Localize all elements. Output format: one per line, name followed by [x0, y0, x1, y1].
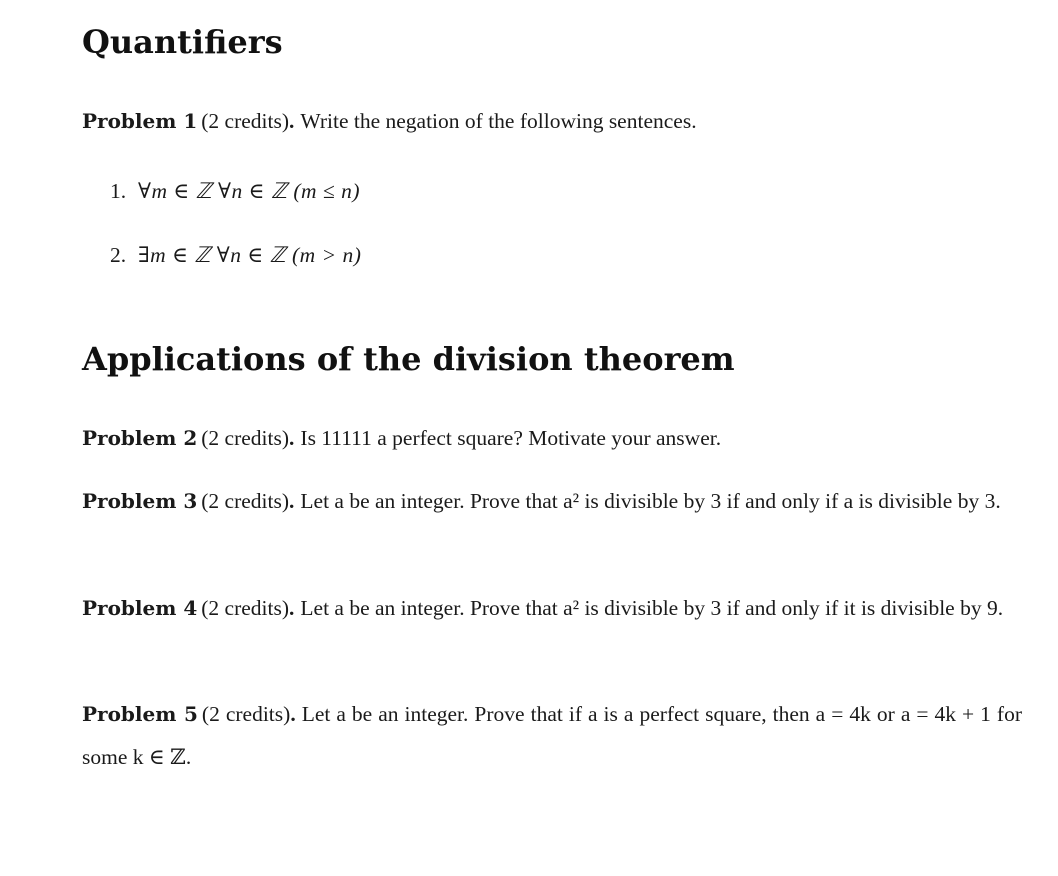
- problem-1: Problem 1 (2 credits). Write the negation of the following sentences.: [82, 109, 697, 133]
- list-item-formula: ∃m ∈ ℤ ∀n ∈ ℤ (m > n): [138, 243, 362, 267]
- problem-credits: (2 credits): [201, 596, 290, 620]
- problem-label: Problem 4: [82, 596, 198, 620]
- problem-5: Problem 5 (2 credits). Let a be an integer. Prove that if a is a perfect square, then a = 4k or a = 4k + 1 for some k ∈ ℤ.: [82, 702, 1022, 769]
- problem-text: Write the negation of the following sentences.: [300, 109, 697, 133]
- problem-2: Problem 2 (2 credits). Is 11111 a perfect square? Motivate your answer.: [82, 426, 722, 450]
- problem-label: Problem 3: [82, 489, 198, 513]
- problem-label: Problem 1: [82, 109, 198, 133]
- list-item-number: 1.: [110, 179, 127, 203]
- problem-label: Problem 2: [82, 426, 198, 450]
- problem-text: Let a be an integer. Prove that if a is a perfect square, then a = 4k or a = 4k + 1 for some k ∈ ℤ.: [82, 702, 1022, 769]
- list-item-number: 2.: [110, 243, 127, 267]
- list-item-formula: ∀m ∈ ℤ ∀n ∈ ℤ (m ≤ n): [138, 179, 360, 203]
- problem-credits: (2 credits): [201, 489, 290, 513]
- section-title-quantifiers: Quantifiers: [82, 23, 283, 61]
- problem-text: Let a be an integer. Prove that a² is divisible by 3 if and only if a is divisible by 3.: [300, 489, 1001, 513]
- problem-credits: (2 credits): [201, 109, 290, 133]
- section-title-division-theorem: Applications of the division theorem: [82, 340, 735, 378]
- list-item: [110, 176, 360, 206]
- problem-3: Problem 3 (2 credits). Let a be an integer. Prove that a² is divisible by 3 if and only if a is divisible by 3.: [82, 489, 1001, 513]
- problem-label: Problem 5: [82, 702, 198, 726]
- problem-credits: (2 credits): [201, 702, 291, 726]
- list-item: [110, 240, 361, 270]
- problem-credits: (2 credits): [201, 426, 290, 450]
- problem-text: Is 11111 a perfect square? Motivate your answer.: [300, 426, 722, 450]
- problem-text: Let a be an integer. Prove that a² is divisible by 3 if and only if it is divisible by 9.: [300, 596, 1004, 620]
- problem-4: Problem 4 (2 credits). Let a be an integer. Prove that a² is divisible by 3 if and only if it is divisible by 9.: [82, 596, 1004, 620]
